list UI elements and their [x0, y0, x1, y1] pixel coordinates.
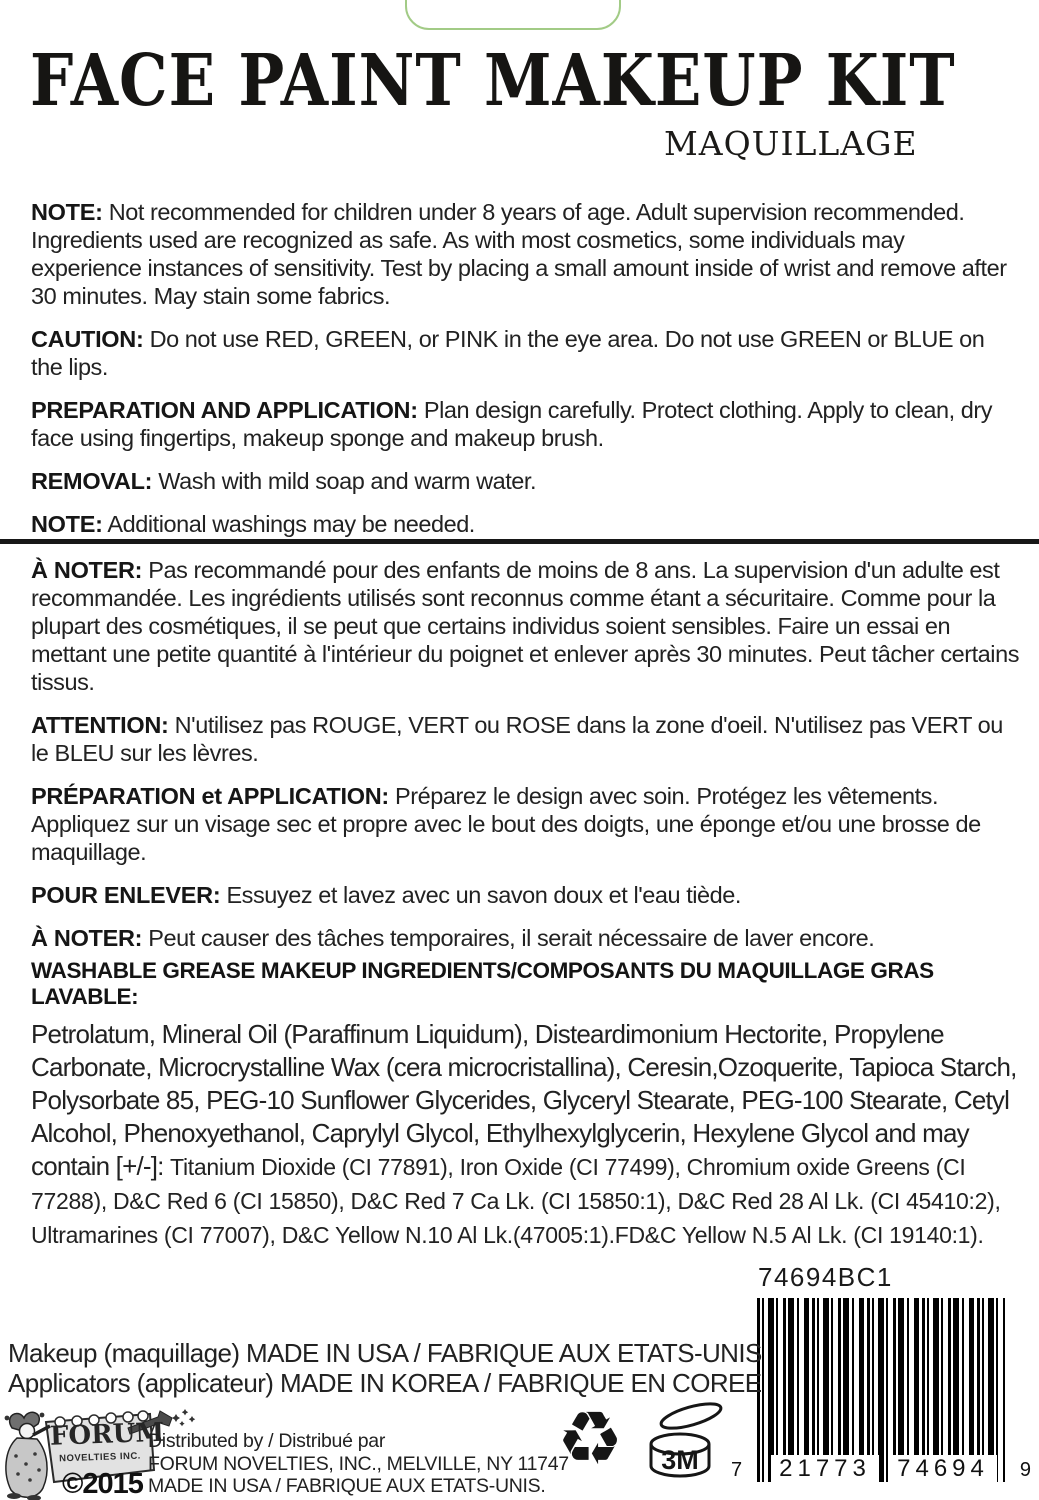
- product-title: FACE PAINT MAKEUP KIT: [30, 40, 956, 123]
- product-code: 74694BC1: [758, 1262, 893, 1292]
- note2-text-fr: Peut causer des tâches temporaires, il serait nécessaire de laver encore.: [148, 925, 875, 951]
- note-label: NOTE:: [31, 199, 103, 225]
- ingredients-main: Petrolatum, Mineral Oil (Paraffinum Liquidum), Disteardimonium Hectorite, Propylene Carbonate, Microcrystalline Wax (cera microcristallina), Ceresin,Ozoquerite, Tapioca Starch, Polysorbate 85, PEG-10 Sunflower Glycerides, Glyceryl Stearate, PEG-100 Stearate, Cetyl Alcohol, Phenoxyethanol, Caprylyl Glycol, Ethylhexylglycerin, Hexylene Glycol and: [31, 1019, 1017, 1148]
- paragraph-note-en: [31, 198, 1019, 310]
- barcode-digits-left-group: [771, 1455, 879, 1482]
- ingredients-header: WASHABLE GREASE MAKEUP INGREDIENTS/COMPOSANTS DU MAQUILLAGE GRAS LAVABLE:: [31, 958, 934, 1009]
- caution-label: CAUTION:: [31, 326, 144, 352]
- attention-label-fr: ATTENTION:: [31, 712, 169, 738]
- barcode-digits-right-group: [889, 1455, 997, 1482]
- barcode-digit-leading: 7: [731, 1459, 743, 1481]
- french-instructions: [31, 556, 1019, 967]
- barcode-bars: [757, 1298, 1005, 1482]
- paragraph-caution-en: [31, 325, 1019, 381]
- preparation-text-fr: Préparez le design avec soin. Protégez les vêtements. Appliquez sur un visage sec et propre avec le bout des doigts, une éponge et/ou une brosse de maquillage.: [31, 783, 981, 865]
- preparation-label: PREPARATION AND APPLICATION:: [31, 397, 418, 423]
- note2-label: NOTE:: [31, 511, 103, 537]
- upc-barcode-block: [731, 1262, 1031, 1498]
- hang-tab-cutout: [405, 0, 621, 30]
- period-after-opening-icon: [634, 1400, 726, 1484]
- english-instructions: [31, 198, 1019, 553]
- enlever-text-fr: Essuyez et lavez avec un savon doux et l'eau tiède.: [226, 882, 741, 908]
- note-text-fr: Pas recommandé pour des enfants de moins de 8 ans. La supervision d'un adulte est recommandée. Les ingrédients utilisés sont reconnus comme étant a sécuritaire. Comme pour la plupart des cosmétiques, il se peut que certains individus soient sensibles. Faire un essai en mettant une petite quantité à l'intérieur du poignet et enlever après 30 minutes. Peut tâcher certains tissus.: [31, 557, 1019, 695]
- preparation-text: Plan design carefully. Protect clothing. Apply to clean, dry face using fingertips, makeup sponge and makeup brush.: [31, 397, 993, 451]
- note2-label-fr: À NOTER:: [31, 925, 143, 951]
- note2-text: Additional washings may be needed.: [107, 511, 475, 537]
- paragraph-preparation-en: [31, 396, 1019, 452]
- enlever-label-fr: POUR ENLEVER:: [31, 882, 221, 908]
- barcode-digits-1: 21773: [779, 1455, 871, 1482]
- ingredients-section: [31, 958, 1026, 1252]
- origin-lines: [8, 1338, 762, 1398]
- forum-logo-subtext: NOVELTIES INC.: [58, 1450, 142, 1465]
- caution-text: Do not use RED, GREEN, or PINK in the eye area. Do not use GREEN or BLUE on the lips.: [31, 326, 985, 380]
- product-subtitle: MAQUILLAGE: [664, 124, 918, 163]
- paragraph-preparation-fr: [31, 782, 1019, 866]
- barcode-digits-2: 74694: [897, 1455, 989, 1482]
- paragraph-note2-fr: [31, 924, 1019, 952]
- note-label-fr: À NOTER:: [31, 557, 143, 583]
- may-contain-list: Titanium Dioxide (CI 77891), Iron Oxide (CI 77499), Chromium oxide Greens (CI 77288), D&C Red 6 (CI 15850), D&C Red 7 Ca Lk. (CI 15850:1), D&C Red 28 Al Lk. (CI 45410:2), Ultramarines (CI 77007), D&C Yellow N.10 Al Lk.(47005:1).FD&C Yellow N.5 Al Lk. (CI 19140:1).: [31, 1154, 1001, 1248]
- recycle-icon: ♻: [556, 1396, 624, 1482]
- forum-logo-wordmark: FORUM: [49, 1417, 165, 1452]
- section-divider: [0, 539, 1039, 544]
- removal-text: Wash with mild soap and warm water.: [158, 468, 537, 494]
- pao-duration-label: 3M: [661, 1445, 699, 1475]
- distributor-text: [148, 1430, 569, 1498]
- distributor-origin-line: MADE IN USA / FABRIQUE AUX ETATS-UNIS.: [148, 1475, 546, 1497]
- distributor-address-line: FORUM NOVELTIES, INC., MELVILLE, NY 11747: [148, 1452, 569, 1475]
- paragraph-note2-en: [31, 510, 1019, 538]
- copyright-year: ©2015: [62, 1468, 143, 1500]
- paragraph-attention-fr: [31, 711, 1019, 767]
- ingredients-list: [31, 1018, 1026, 1252]
- origin-applicators-line: Applicators (applicateur) MADE IN KOREA / FABRIQUE EN COREE: [8, 1368, 762, 1398]
- removal-label: REMOVAL:: [31, 468, 153, 494]
- may-contain-label: may contain [+/-]:: [31, 1118, 969, 1181]
- paragraph-note-fr: [31, 556, 1019, 696]
- note-text: Not recommended for children under 8 years of age. Adult supervision recommended. Ingredients used are recognized as safe. As with most cosmetics, some individuals may experience instances of sensitivity. Test by placing a small amount inside of wrist and remove after 30 minutes. May stain some fabrics.: [31, 199, 1007, 309]
- attention-text-fr: N'utilisez pas ROUGE, VERT ou ROSE dans la zone d'oeil. N'utilisez pas VERT ou le BLEU sur les lèvres.: [31, 712, 1003, 766]
- paragraph-enlever-fr: [31, 881, 1019, 909]
- distributed-by-line: Distributed by / Distribué par: [148, 1430, 386, 1452]
- paragraph-removal-en: [31, 467, 1019, 495]
- preparation-label-fr: PRÉPARATION et APPLICATION:: [31, 783, 389, 809]
- origin-makeup-line: Makeup (maquillage) MADE IN USA / FABRIQUE AUX ETATS-UNIS: [8, 1338, 762, 1368]
- barcode-digit-check: 9: [1019, 1459, 1031, 1481]
